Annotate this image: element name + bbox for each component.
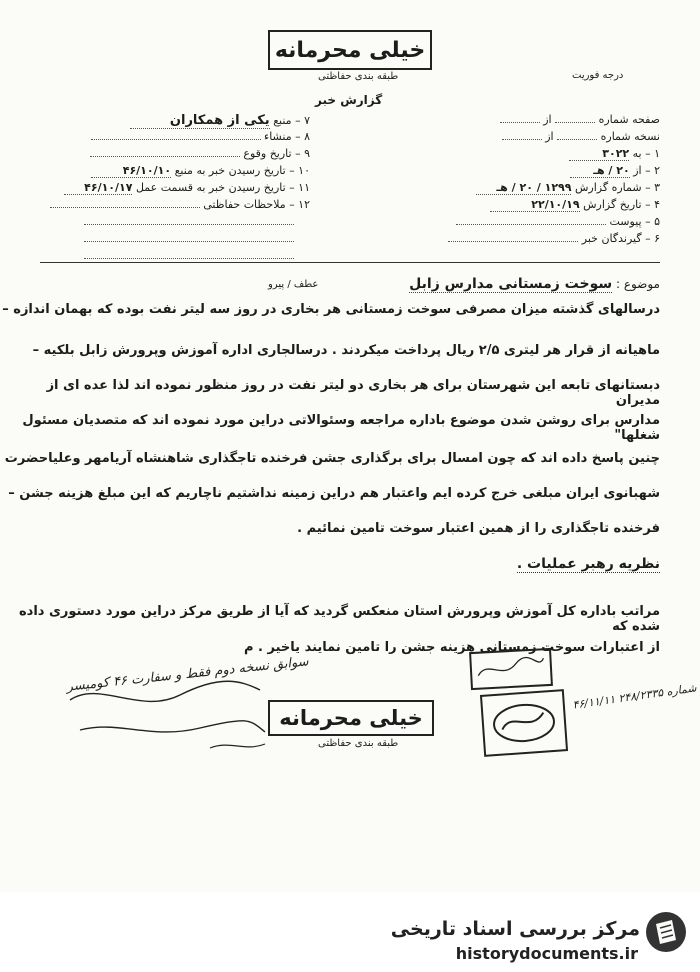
bottom-classification-stamp: خیلی محرمانه xyxy=(268,700,434,736)
field-source: ۷ – منبع یکی از همکاران xyxy=(130,113,310,129)
body-line: فرخنده تاجگذاری را از همین اعتبار سوخت تامین نمائیم . xyxy=(297,521,660,536)
field-from: ۲ – از ۲۰ / هـ xyxy=(570,164,660,178)
handwriting-scribble xyxy=(60,660,270,760)
body-line: شهبانوی ایران مبلغی خرج کرده ایم واعتبار هم دراین زمینه نداشتیم ناچاریم که این مبلغ هزینه جشن – xyxy=(8,486,660,501)
field-occurrence-date: ۹ – تاریخ وقوع xyxy=(90,147,310,160)
field-blank-line-1 xyxy=(84,215,294,228)
top-classification-stamp: خیلی محرمانه xyxy=(268,30,432,70)
field-report-date: ۴ – تاریخ گزارش ۲۲/۱۰/۱۹ xyxy=(490,198,660,212)
field-attachment: ۵ – پیوست xyxy=(456,215,660,228)
classification-label: طبقه بندی حفاظتی xyxy=(318,71,399,82)
field-report-number: ۳ – شماره گزارش ۱۲۹۹ / ۲۰ / هـ xyxy=(476,181,660,195)
body-line: دبستانهای تابعه این شهرستان برای هر بخاری دو لیتر نفت در روز منظور نموده اند لذا عده ای از مدیران xyxy=(46,378,660,408)
header-divider xyxy=(40,262,660,263)
body-line: درسالهای گذشته میزان مصرفی سوخت زمستانی هر بخاری در روز سه لیتر نفت بوده که بهمان اندازه – xyxy=(2,302,660,317)
report-title: گزارش خبر xyxy=(315,93,383,107)
subject-value: سوخت زمستانی مدارس زابل xyxy=(409,276,613,292)
subject-line: موضوع : سوخت زمستانی مدارس زابل xyxy=(409,276,660,292)
reference-label: عطف / پیرو xyxy=(268,279,319,290)
body-line: چنین پاسخ داده اند که چون امسال برای برگذاری جشن فرخنده تاجگذاری شاهنشاه آریامهر وعلیاحضرت xyxy=(4,451,660,466)
archive-logo-icon xyxy=(644,910,688,954)
field-copy-number: نسخه شماره از xyxy=(502,130,660,143)
registration-stamp-small xyxy=(469,648,553,690)
watermark-url: historydocuments.ir xyxy=(455,944,638,963)
field-to: ۱ – به ۳۰۲۲ xyxy=(569,147,660,161)
field-blank-line-2 xyxy=(84,232,294,245)
registration-stamp-large xyxy=(480,689,568,757)
field-recipients: ۶ – گیرندگان خبر xyxy=(448,232,660,245)
body-line: ماهیانه از قرار هر لیتری ۲/۵ ریال پرداخت میکردند . درسالجاری اداره آموزش وپرورش زابل بلکیه – xyxy=(32,343,660,358)
priority-label: درجه فوریت xyxy=(572,70,624,81)
field-page-number: صفحه شماره از xyxy=(500,113,660,126)
subject-label: موضوع xyxy=(623,277,660,291)
field-blank-line-3 xyxy=(84,249,294,262)
field-origin: ۸ – منشاء xyxy=(91,130,310,143)
field-action-received-date: ۱۱ – تاریخ رسیدن خبر به قسمت عمل ۴۶/۱۰/۱۷ xyxy=(64,181,310,195)
field-source-received-date: ۱۰ – تاریخ رسیدن خبر به منبع ۴۶/۱۰/۱۰ xyxy=(91,164,310,178)
field-security-notes: ۱۲ – ملاحظات حفاظتی xyxy=(50,198,310,211)
bottom-classification-label: طبقه بندی حفاظتی xyxy=(318,738,399,749)
watermark-title: مرکز بررسی اسناد تاریخی xyxy=(390,918,640,940)
opinion-line: مراتب باداره کل آموزش وپرورش استان منعکس گردید که آیا از طریق مرکز دراین مورد دستوری داده شده که xyxy=(19,604,660,634)
body-line: مدارس برای روشن شدن موضوع باداره مراجعه وسئوالاتی دراین مورد نموده اند که متصدیان مسئول شغلها" xyxy=(22,413,660,443)
opinion-heading: نظریه رهبر عملیات . xyxy=(516,556,660,572)
handwritten-note-right: شماره ۲۴۸/۲۳۳۵ ۴۶/۱۱/۱۱ xyxy=(571,681,698,712)
handwritten-note-left: سوابق نسخه دوم فقط و سفارت ۴۶ کومیسر xyxy=(65,654,310,695)
opinion-line: از اعتبارات سوخت زمستانی هزینه جشن را تامین نمایند یاخیر . م xyxy=(244,640,660,655)
